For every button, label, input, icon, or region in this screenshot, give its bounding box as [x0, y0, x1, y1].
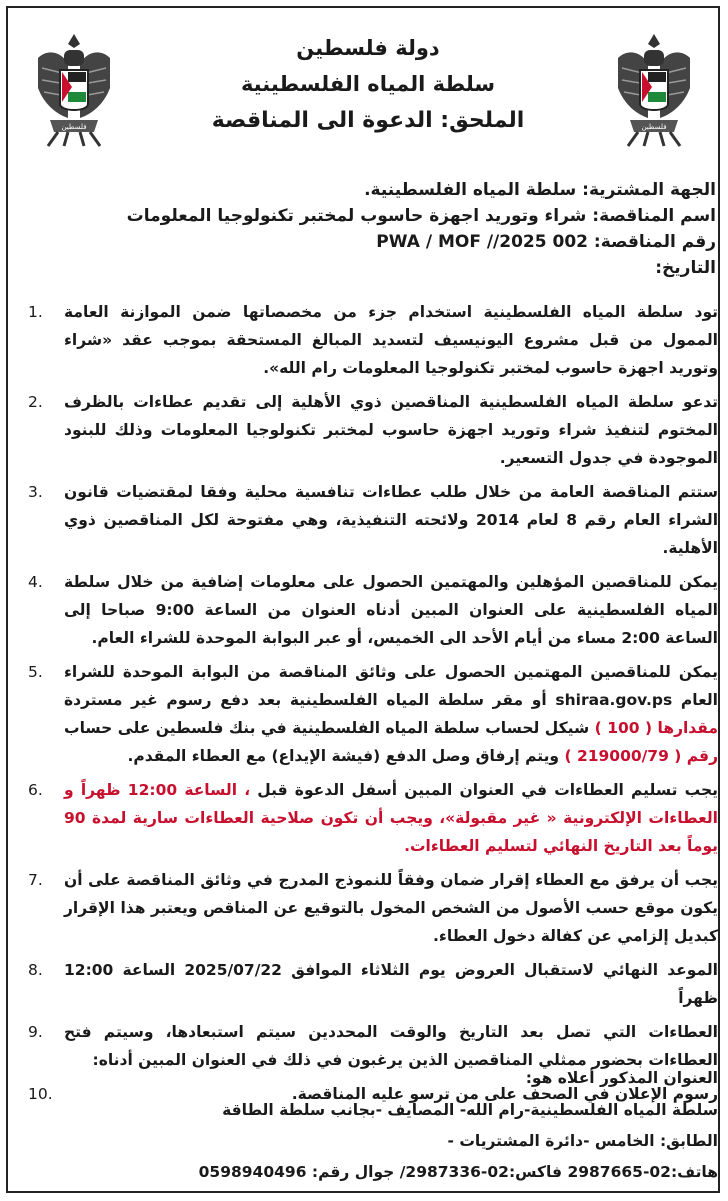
list-item	[28, 568, 718, 652]
buyer-line: الجهة المشترية: سلطة المياه الفلسطينية.	[364, 180, 716, 200]
item-number: 6.	[28, 781, 43, 799]
item-text: العطاءات التي تصل بعد التاريخ والوقت المحددين سيتم استبعادها، وسيتم فتح العطاءات بحضور ممثلي المناقصين الذين يرغبون في ذلك في العنوان المبين أدناه:	[64, 1023, 718, 1069]
bank-account-number: رقم ( 219000/79 )	[564, 747, 718, 765]
authority-name: سلطة المياه الفلسطينية	[240, 72, 496, 96]
item-text: ستتم المناقصة العامة من خلال طلب عطاءات تنافسية محلية وفقا لمقتضيات قانون الشراء العام رقم 8 لعام 2014 ولائحته التنفيذية، وهي مفتوحة لكل المناقصين ذوي الأهلية.	[64, 483, 719, 557]
announcement-frame	[6, 6, 720, 1193]
item-text: تدعو سلطة المياه الفلسطينية المناقصين ذوي الأهلية إلى تقديم عطاءات بالظرف المختوم لتنفيذ شراء وتوريد اجهزة حاسوب لمختبر تكنولوجيا المعلومات وذلك للبنود الموجودة في جدول التسعير.	[64, 393, 718, 467]
item-text: يجب أن يرفق مع العطاء إقرار ضمان وفقاً للنموذج المدرج في وثائق المناقصة على أن يكون موقع حسب الأصول من الشخص المخول بالتوقيع عن المناقص ويعتبر هذا الإقرار كبديل إلزامي عن كفالة دخول العطاء.	[64, 871, 718, 945]
page-title: الملحق: الدعوة الى المناقصة	[211, 108, 525, 133]
item-number: 8.	[28, 961, 43, 979]
tender-name: اسم المناقصة: شراء وتوريد اجهزة حاسوب لمختبر تكنولوجيا المعلومات	[126, 206, 716, 226]
item-number: 10.	[28, 1085, 53, 1103]
item-text: أو مقر سلطة المياه الفلسطينية بعد دفع رسوم غير مستردة	[64, 691, 547, 709]
palestine-emblem-right	[608, 28, 700, 156]
item-text: يمكن للمناقصين المهتمين الحصول على وثائق المناقصة من البوابة الموحدة للشراء العام	[64, 663, 718, 709]
item-number: 5.	[28, 663, 43, 681]
state-name: دولة فلسطين	[296, 36, 440, 60]
item-number: 3.	[28, 483, 43, 501]
contact-line: هاتف:02-2987665 فاكس:02-2987336/ جوال رقم: 0598940496	[198, 1163, 718, 1181]
tender-number: PWA / MOF //2025 002	[376, 232, 588, 252]
tender-clauses	[28, 298, 718, 1114]
list-item	[28, 776, 718, 860]
item-text: الموعد النهائي لاستقبال العروض يوم الثلاثاء الموافق 2025/07/22 الساعة 12:00 ظهراً	[64, 961, 718, 1007]
item-text: ويتم إرفاق وصل الدفع (فيشة الإيداع) مع العطاء المقدم.	[127, 747, 560, 765]
address-line-2: الطابق: الخامس -دائرة المشتريات -	[447, 1132, 718, 1150]
emblem-caption: فلسطين	[641, 123, 667, 131]
item-text: يمكن للمناقصين المؤهلين والمهتمين الحصول على معلومات إضافية من خلال سلطة المياه الفلسطينية على العنوان المبين أدناه العنوان من الساعة 9:00 صباحا إلى الساعة 2:00 مساء من أيام الأحد الى الخميس، أو عبر البوابة الموحدة للشراء العام.	[64, 573, 718, 647]
list-item	[28, 478, 718, 562]
tender-number-line	[48, 230, 716, 254]
list-item	[28, 388, 718, 472]
item-number: 2.	[28, 393, 43, 411]
date-label: التاريخ:	[655, 258, 716, 278]
item-number: 1.	[28, 303, 43, 321]
item-text: شيكل لحساب سلطة المياه الفلسطينية في بنك فلسطين على حساب	[64, 719, 590, 737]
portal-link[interactable]: shiraa.gov.ps	[555, 691, 673, 709]
list-item	[28, 658, 718, 770]
emblem-caption: فلسطين	[61, 123, 87, 131]
list-item	[28, 866, 718, 950]
address-heading: العنوان المذكور أعلاه هو:	[525, 1069, 718, 1087]
list-item	[28, 956, 718, 1012]
palestine-emblem-left	[28, 28, 120, 156]
item-text: يجب تسليم العطاءات في العنوان المبين أسفل الدعوة قبل	[257, 781, 718, 799]
item-number: 4.	[28, 573, 43, 591]
item-number: 7.	[28, 871, 43, 889]
fee-amount: مقدارها ( 100 )	[594, 719, 719, 737]
tender-number-label: رقم المناقصة:	[593, 232, 716, 252]
address-line-1: سلطة المياه الفلسطينية-رام الله- المصايف -بجانب سلطة الطاقة	[222, 1101, 718, 1119]
item-text: رسوم الإعلان في الصحف على من ترسو عليه المناقصة.	[291, 1085, 718, 1103]
item-number: 9.	[28, 1023, 43, 1041]
deadline-warning: ، الساعة 12:00 ظهراً و العطاءات الإلكترونية « غير مقبولة»، ويجب أن تكون صلاحية العطاءات سارية لمدة 90 يوماً بعد التاريخ النهائي لتسليم العطاءات.	[64, 781, 718, 855]
item-text: تود سلطة المياه الفلسطينية استخدام جزء من مخصصاتها ضمن الموازنة العامة الممول من قبل مشروع اليونيسيف لتسديد المبالغ المستحقة بموجب عقد «شراء وتوريد اجهزة حاسوب لمختبر تكنولوجيا المعلومات رام الله».	[64, 303, 718, 377]
list-item	[28, 298, 718, 382]
